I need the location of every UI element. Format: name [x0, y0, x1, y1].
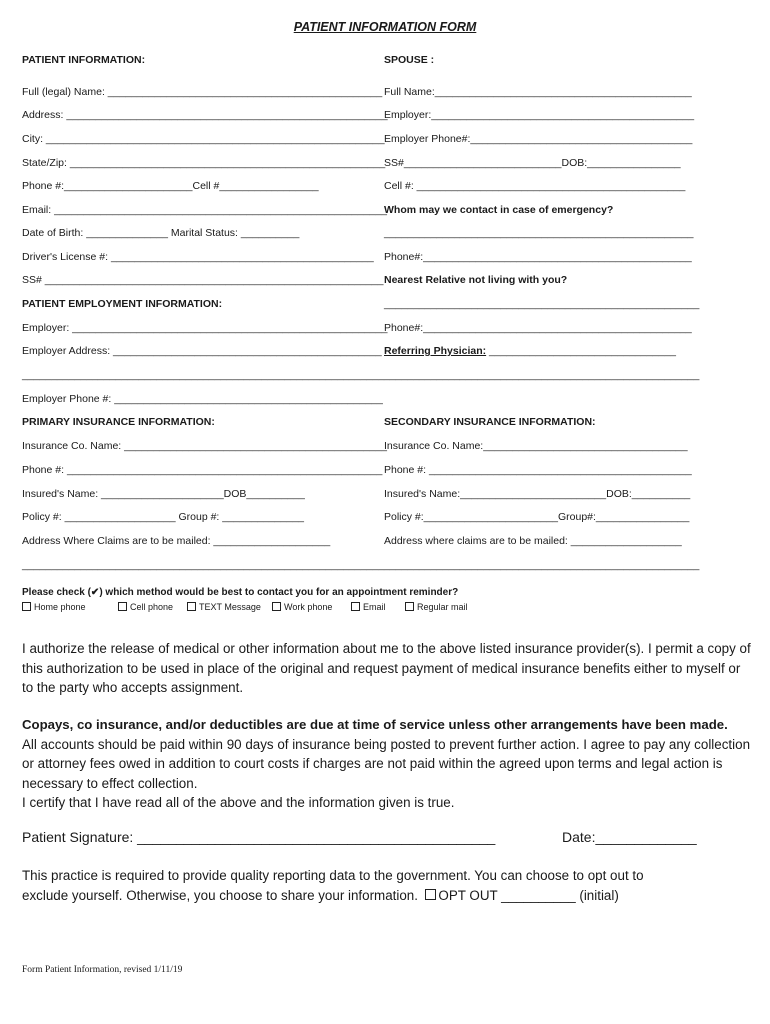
authorization-paragraph	[22, 639, 752, 698]
checkbox-icon[interactable]	[405, 602, 414, 611]
city-field[interactable]: City: __________________________________________________________	[22, 133, 385, 145]
spouse-name-field[interactable]: Full Name:____________________________________________	[384, 86, 692, 98]
patient-info-heading: PATIENT INFORMATION:	[22, 54, 146, 66]
primary-policy-group-field[interactable]: Policy #: ___________________ Group #: ______________	[22, 511, 304, 523]
form-footer: Form Patient Information, revised 1/11/19	[22, 965, 183, 975]
secondary-insurance-phone-field[interactable]: Phone #: _____________________________________________	[384, 464, 692, 476]
primary-claims-address-field[interactable]: Address Where Claims are to be mailed: ____________________	[22, 535, 331, 547]
emergency-contact-field[interactable]: _____________________________________________________	[384, 227, 694, 239]
contact-option-label: Cell phone	[130, 602, 174, 612]
signature-row	[22, 829, 697, 845]
address-field[interactable]: Address: _______________________________________________________	[22, 109, 388, 121]
secondary-claims-address-field[interactable]: Address where claims are to be mailed: ___________________	[384, 535, 682, 547]
primary-claims-address-line2[interactable]: ______________________________________________________________	[22, 559, 385, 571]
emergency-phone-field[interactable]: Phone#:______________________________________________	[384, 251, 692, 263]
patient-signature-field[interactable]: Patient Signature: ______________________________________________	[22, 829, 496, 845]
contact-option-label: Work phone	[284, 602, 333, 612]
contact-option-work-phone[interactable]	[272, 602, 332, 612]
certify-text: I certify that I have read all of the above and the information given is true.	[22, 795, 455, 810]
employer-phone-field[interactable]: Employer Phone #: ______________________________________________	[22, 393, 383, 405]
referring-physician-line: ________________________________	[486, 345, 676, 357]
ssn-field[interactable]: SS# __________________________________________________________	[22, 274, 384, 286]
secondary-claims-address-line2[interactable]: ______________________________________________________	[384, 559, 700, 571]
copay-notice: Copays, co insurance, and/or deductibles are due at time of service unless other arrangements have been made.	[22, 717, 728, 732]
secondary-insured-name-field[interactable]: Insured's Name:_________________________DOB:__________	[384, 488, 691, 500]
referring-physician-label: Referring Physician:	[384, 345, 487, 357]
referring-physician-line2[interactable]: ______________________________________________________	[384, 369, 700, 381]
payment-terms-text: All accounts should be paid within 90 days of insurance being posted to prevent further action. I agree to pay any collection or attorney fees owed in addition to court costs if charges are not paid within the agreed upon terms and legal action is necessary to effect collection.	[22, 736, 751, 791]
employment-heading: PATIENT EMPLOYMENT INFORMATION:	[22, 298, 223, 310]
email-field[interactable]: Email: _________________________________________________________	[22, 204, 387, 216]
authorization-text: I authorize the release of medical or other information about me to the above listed insurance provider(s). I permit a copy of this authorization to be used in place of the original and request payment of medical insurance benefits either to myself or to the party who accepts assignment.	[22, 641, 751, 695]
nearest-relative-heading: Nearest Relative not living with you?	[384, 274, 568, 286]
secondary-insurance-name-field[interactable]: Insurance Co. Name:___________________________________	[384, 440, 688, 452]
phone-cell-field[interactable]: Phone #:______________________Cell #_________________	[22, 180, 319, 192]
reporting-text-line1: This practice is required to provide quality reporting data to the government. You can choose to opt out to	[22, 868, 644, 883]
primary-insured-name-field[interactable]: Insured's Name: _____________________DOB__________	[22, 488, 305, 500]
contact-option-label: Email	[363, 602, 386, 612]
opt-out-field[interactable]: OPT OUT __________ (initial)	[438, 887, 619, 903]
opt-out-checkbox[interactable]	[425, 889, 436, 900]
dob-marital-field[interactable]: Date of Birth: ______________ Marital Status: __________	[22, 227, 300, 239]
contact-option-home-phone[interactable]	[22, 602, 86, 612]
referring-physician-field[interactable]	[384, 345, 676, 357]
emergency-contact-heading: Whom may we contact in case of emergency?	[384, 204, 614, 216]
drivers-license-field[interactable]: Driver's License #: _____________________________________________	[22, 251, 374, 263]
contact-method-question: Please check (✔) which method would be best to contact you for an appointment reminder?	[22, 587, 459, 598]
secondary-insurance-heading: SECONDARY INSURANCE INFORMATION:	[384, 416, 596, 428]
spouse-employer-phone-field[interactable]: Employer Phone#:______________________________________	[384, 133, 693, 145]
checkbox-icon[interactable]	[187, 602, 196, 611]
spouse-ssn-dob-field[interactable]: SS#___________________________DOB:________________	[384, 157, 681, 169]
contact-method-options	[22, 602, 752, 616]
reporting-text-line2: exclude yourself. Otherwise, you choose to share your information.	[22, 887, 418, 903]
payment-terms-paragraph	[22, 715, 752, 813]
contact-option-regular-mail[interactable]	[405, 602, 468, 612]
checkbox-icon[interactable]	[351, 602, 360, 611]
contact-option-email[interactable]	[351, 602, 386, 612]
checkbox-icon[interactable]	[22, 602, 31, 611]
contact-option-text-message[interactable]	[187, 602, 261, 612]
relative-phone-field[interactable]: Phone#:______________________________________________	[384, 322, 692, 334]
contact-option-label: Regular mail	[417, 602, 468, 612]
full-name-field[interactable]: Full (legal) Name: _______________________________________________	[22, 86, 383, 98]
checkbox-icon[interactable]	[272, 602, 281, 611]
state-zip-field[interactable]: State/Zip: ______________________________________________________	[22, 157, 386, 169]
contact-option-label: TEXT Message	[199, 602, 261, 612]
employer-address-line2[interactable]: ______________________________________________________________	[22, 369, 385, 381]
nearest-relative-field[interactable]: ______________________________________________________	[384, 298, 700, 310]
secondary-policy-group-field[interactable]: Policy #:_______________________Group#:________________	[384, 511, 690, 523]
primary-insurance-phone-field[interactable]: Phone #: ______________________________________________________	[22, 464, 383, 476]
primary-insurance-heading: PRIMARY INSURANCE INFORMATION:	[22, 416, 215, 428]
spouse-heading: SPOUSE :	[384, 54, 435, 66]
spouse-employer-field[interactable]: Employer:_____________________________________________	[384, 109, 695, 121]
contact-option-label: Home phone	[34, 602, 86, 612]
primary-insurance-name-field[interactable]: Insurance Co. Name: _____________________________________________	[22, 440, 387, 452]
contact-option-cell-phone[interactable]	[118, 602, 173, 612]
employer-address-field[interactable]: Employer Address: ______________________________________________	[22, 345, 382, 357]
signature-date-field[interactable]: Date:_____________	[562, 829, 697, 845]
quality-reporting-paragraph	[22, 866, 752, 905]
spouse-cell-field[interactable]: Cell #: ______________________________________________	[384, 180, 686, 192]
checkbox-icon[interactable]	[118, 602, 127, 611]
form-title: PATIENT INFORMATION FORM	[293, 20, 477, 34]
employer-field[interactable]: Employer: ______________________________________________________	[22, 322, 388, 334]
